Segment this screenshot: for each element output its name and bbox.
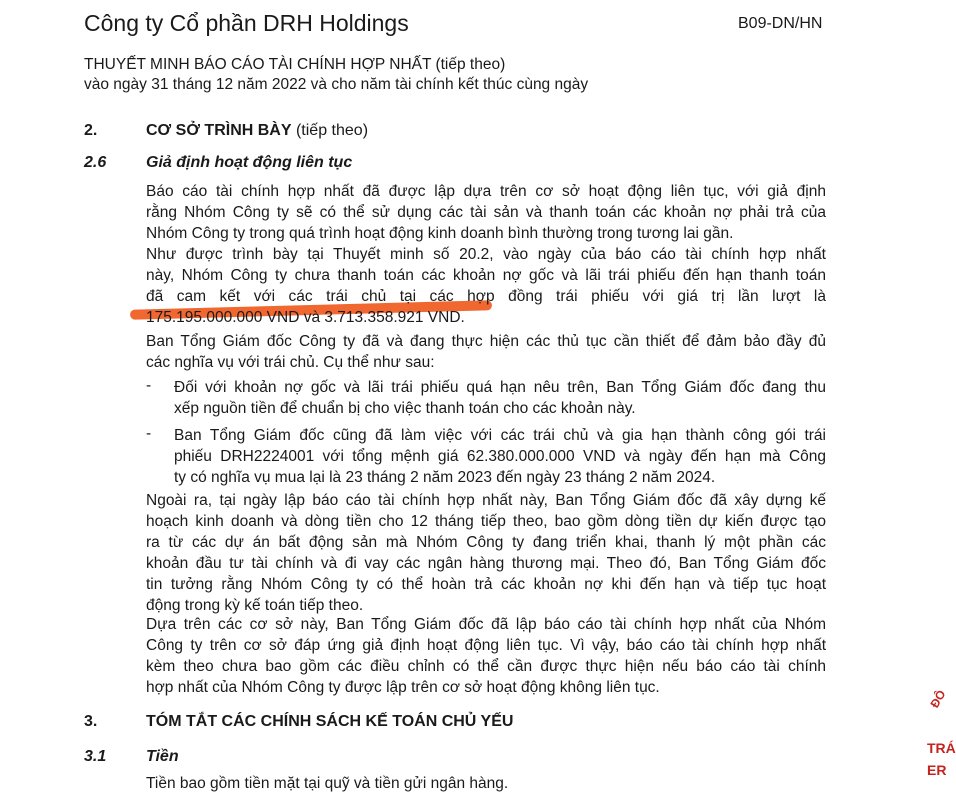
text-line: Ban Tổng Giám đốc cũng đã làm việc với các trái chủ và gia hạn thành công gói trái bbox=[174, 427, 826, 444]
text-line: khoản đầu tư tài chính và đi vay các ngân hàng thương mại. Theo đó, Ban Tổng Giám đốc bbox=[146, 555, 826, 572]
text-line: xếp nguồn tiền để chuẩn bị cho việc thanh toán cho các khoản này. bbox=[174, 400, 636, 417]
text-line: tin tưởng rằng Nhóm Công ty có thể hoàn trả các khoản nợ khi đến hạn và tiếp tục hoạt bbox=[146, 576, 826, 593]
paragraph-business-plan bbox=[146, 490, 826, 616]
paragraph-management-actions bbox=[146, 331, 826, 373]
text-line: phiếu DRH2224001 với tổng mệnh giá 62.380.000.000 VND và ngày đến hạn mà Công bbox=[174, 448, 826, 465]
text-line: Công ty trên cơ sở đáp ứng giả định hoạt động liên tục. Vì vậy, báo cáo tài chính hợp nhất bbox=[146, 637, 826, 654]
text-line: ra từ các dự án bất động sản mà Nhóm Công ty đang triển khai, thanh lý một phần các bbox=[146, 534, 826, 551]
text-line: Dựa trên các cơ sở này, Ban Tổng Giám đốc đã lập báo cáo tài chính hợp nhất của Nhóm bbox=[146, 616, 826, 633]
text-line: các nghĩa vụ với trái chủ. Cụ thể như sau: bbox=[146, 354, 435, 371]
paragraph-overdue-bonds bbox=[146, 244, 826, 328]
report-title: THUYẾT MINH BÁO CÁO TÀI CHÍNH HỢP NHẤT (tiếp theo) bbox=[84, 56, 506, 73]
text-line: Đối với khoản nợ gốc và lãi trái phiếu quá hạn nêu trên, Ban Tổng Giám đốc đang thu bbox=[174, 379, 826, 396]
text-line: này, Nhóm Công ty chưa thanh toán các khoản nợ gốc và lãi trái phiếu đến hạn thanh toán bbox=[146, 267, 826, 284]
bullet-dash: - bbox=[146, 377, 152, 394]
text-line bbox=[146, 307, 826, 328]
bullet-item-repayment bbox=[174, 377, 826, 419]
stamp-text: ĐÔ bbox=[927, 687, 949, 711]
section-2-title bbox=[146, 122, 368, 140]
text-line: kèm theo chưa bao gồm các điều chỉnh có thể cần được thực hiện nếu báo cáo tài chính bbox=[146, 658, 826, 675]
text-line: Báo cáo tài chính hợp nhất đã được lập dựa trên cơ sở hoạt động liên tục, với giả định bbox=[146, 183, 826, 200]
text-line: hoạch kinh doanh và dòng tiền cho 12 tháng tiếp theo, bao gồm dòng tiền dự kiến được tạo bbox=[146, 513, 826, 530]
section-2-6-title: Giả định hoạt động liên tục bbox=[146, 154, 353, 171]
section-2-number: 2. bbox=[84, 122, 98, 139]
company-name: Công ty Cổ phần DRH Holdings bbox=[84, 10, 409, 36]
text-line: rằng Nhóm Công ty sẽ có thể sử dụng các tài sản và thanh toán các khoản nợ phải trả của bbox=[146, 204, 826, 221]
form-code: B09-DN/HN bbox=[738, 15, 823, 32]
section-2-6-number: 2.6 bbox=[84, 154, 107, 171]
stamp-fragment bbox=[927, 687, 956, 802]
text-line: Nhóm Công ty trong quá trình hoạt động kinh doanh bình thường trong tương lai gần. bbox=[146, 225, 734, 242]
section-3-number: 3. bbox=[84, 713, 98, 730]
sentence-end: . bbox=[460, 309, 465, 326]
text-line: Ban Tổng Giám đốc Công ty đã và đang thực hiện các thủ tục cần thiết để đảm bảo đầy đủ bbox=[146, 333, 826, 350]
report-period: vào ngày 31 tháng 12 năm 2022 và cho năm tài chính kết thúc cùng ngày bbox=[84, 76, 589, 93]
section-3-title: TÓM TẮT CÁC CHÍNH SÁCH KẾ TOÁN CHỦ YẾU bbox=[146, 713, 514, 730]
bullet-dash: - bbox=[146, 425, 152, 442]
section-3-1-number: 3.1 bbox=[84, 748, 107, 765]
paragraph-cash-definition: Tiền bao gồm tiền mặt tại quỹ và tiền gửi ngân hàng. bbox=[146, 775, 509, 792]
text-line: hợp nhất của Nhóm Công ty được lập trên cơ sở hoạt động không liên tục. bbox=[146, 679, 660, 696]
paragraph-conclusion bbox=[146, 614, 826, 698]
text-line: đã cam kết với các trái chủ tại các hợp đồng trái phiếu với giá trị lần lượt là bbox=[146, 288, 826, 305]
section-3-1-title: Tiền bbox=[146, 748, 179, 765]
highlighted-amounts: 175.195.000.000 VND và 3.713.358.921 VND bbox=[146, 309, 461, 326]
text-line: ty có nghĩa vụ mua lại là 23 tháng 2 năm 2023 đến ngày 23 tháng 2 năm 2024. bbox=[174, 469, 716, 486]
text-line: động trong kỳ kế toán tiếp theo. bbox=[146, 597, 364, 614]
text-line: Ngoài ra, tại ngày lập báo cáo tài chính hợp nhất này, Ban Tổng Giám đốc đã xây dựng kế bbox=[146, 492, 826, 509]
text-line: Như được trình bày tại Thuyết minh số 20.2, vào ngày của báo cáo tài chính hợp nhất bbox=[146, 246, 826, 263]
stamp-text: TRÁ bbox=[927, 740, 956, 756]
paragraph-going-concern-intro bbox=[146, 181, 826, 244]
bullet-item-extension bbox=[174, 425, 826, 488]
section-2-title-text: CƠ SỞ TRÌNH BÀY bbox=[146, 122, 292, 139]
stamp-text: ER bbox=[927, 762, 947, 778]
section-2-title-suffix: (tiếp theo) bbox=[291, 122, 369, 139]
